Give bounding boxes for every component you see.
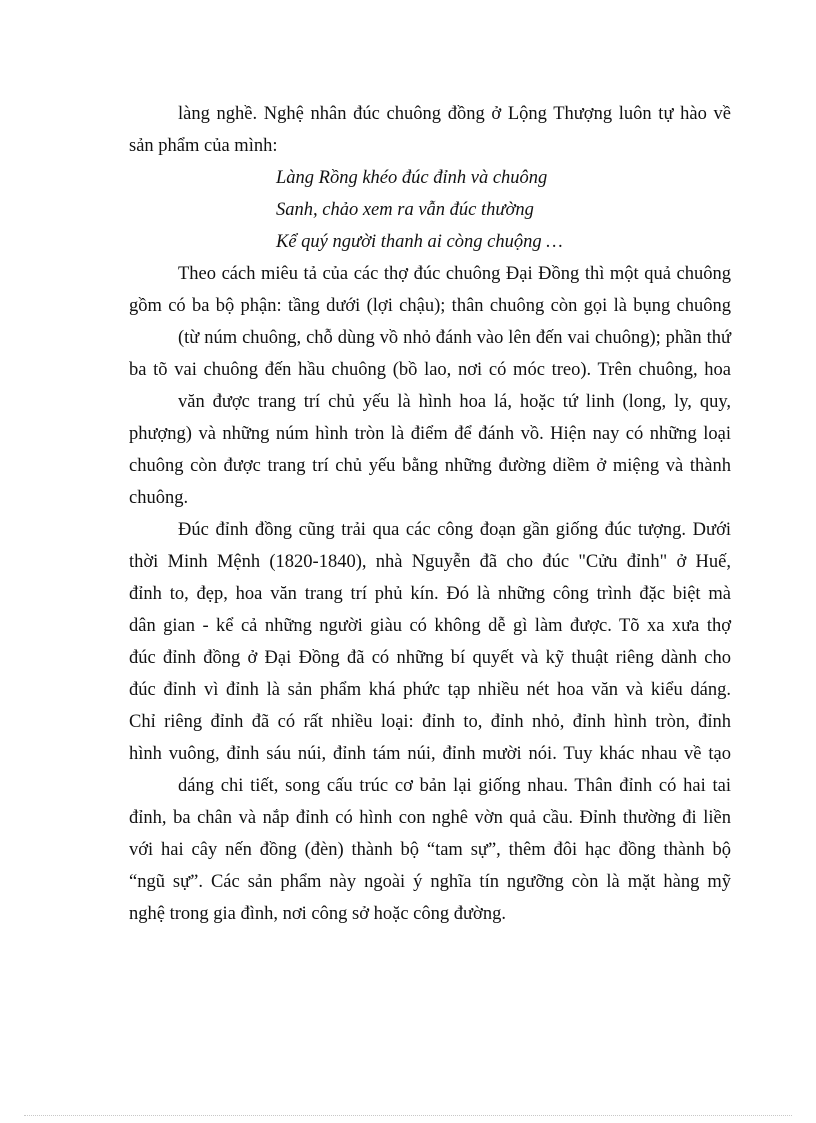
text-line: dân gian - kể cả những người giàu có không dễ gì làm được. Tõ xa xưa thợ [129, 616, 731, 636]
text-line: thời Minh Mệnh (1820-1840), nhà Nguyễn đã cho đúc "Cửu đỉnh" ở Huế, [129, 552, 731, 572]
text-line: phượng) và những núm hình tròn là điểm để đánh vồ. Hiện nay có những loại [129, 424, 731, 444]
poem-line: Kể quý người thanh ai còng chuộng … [276, 232, 563, 252]
poem-line: Sanh, chảo xem ra vẫn đúc thường [276, 200, 534, 220]
text-line: đúc đỉnh đồng ở Đại Đồng đã có những bí quyết và kỹ thuật riêng dành cho [129, 648, 731, 668]
text-line: đỉnh to, đẹp, hoa văn trang trí phủ kín. Đó là những công trình đặc biệt mà [129, 584, 731, 604]
text-line: đỉnh, ba chân và nắp đỉnh có hình con nghê vờn quả cầu. Đỉnh thường đi liền [129, 808, 731, 828]
poem-line: Làng Rồng khéo đúc đỉnh và chuông [276, 168, 548, 188]
text-line: (từ núm chuông, chỗ dùng vồ nhỏ đánh vào lên đến vai chuông); phần thứ [178, 328, 731, 348]
text-line: đúc đỉnh vì đỉnh là sản phẩm khá phức tạp nhiều nét hoa văn và kiểu dáng. [129, 680, 731, 700]
text-line: chuông. [129, 488, 189, 508]
text-line: với hai cây nến đồng (đèn) thành bộ “tam sự”, thêm đôi hạc đồng thành bộ [129, 840, 731, 860]
text-line: làng nghề. Nghệ nhân đúc chuông đồng ở Lộng Thượng luôn tự hào về [178, 104, 731, 124]
text-line: “ngũ sự”. Các sản phẩm này ngoài ý nghĩa tín ngưỡng còn là mặt hàng mỹ [129, 872, 731, 892]
text-line: chuông còn được trang trí chủ yếu bằng những đường diềm ở miệng và thành [129, 456, 731, 476]
text-line: Chỉ riêng đỉnh đã có rất nhiều loại: đỉnh to, đỉnh nhỏ, đỉnh hình tròn, đỉnh [129, 712, 731, 732]
text-line: sản phẩm của mình: [129, 136, 278, 156]
text-line: gồm có ba bộ phận: tầng dưới (lợi chậu); thân chuông còn gọi là bụng chuông [129, 296, 731, 316]
page-bottom-divider [24, 1115, 792, 1116]
text-line: nghệ trong gia đình, nơi công sở hoặc công đường. [129, 904, 506, 924]
text-line: dáng chi tiết, song cấu trúc cơ bản lại giống nhau. Thân đỉnh có hai tai [178, 776, 731, 796]
text-line: ba tõ vai chuông đến hầu chuông (bồ lao, nơi có móc treo). Trên chuông, hoa [129, 360, 731, 380]
text-line: Đúc đỉnh đồng cũng trải qua các công đoạn gần giống đúc tượng. Dưới [178, 520, 731, 540]
text-line: hình vuông, đỉnh sáu núi, đỉnh tám núi, đỉnh mười nói. Tuy khác nhau về tạo [129, 744, 731, 764]
text-line: Theo cách miêu tả của các thợ đúc chuông Đại Đồng thì một quả chuông [178, 264, 731, 284]
text-line: văn được trang trí chủ yếu là hình hoa lá, hoặc tứ linh (long, ly, quy, [178, 392, 731, 412]
